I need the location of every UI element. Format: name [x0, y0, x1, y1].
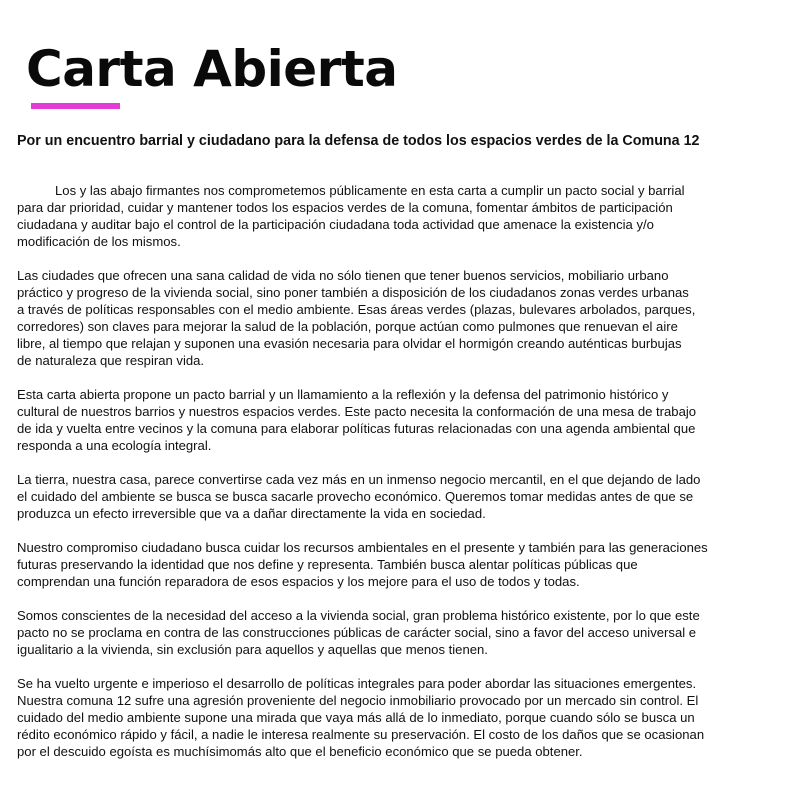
paragraph: [17, 386, 792, 454]
paragraph-line: rédito económico rápido y fácil, a nadie le interesa realmente su preservación. El costo de los daños que se ocasionan: [17, 727, 705, 742]
paragraph-line: Nuestra comuna 12 sufre una agresión proveniente del negocio inmobiliario provocado por un mercado sin control. El: [17, 693, 699, 708]
page-title: Carta Abierta: [26, 40, 398, 98]
paragraph-line: Esta carta abierta propone un pacto barrial y un llamamiento a la reflexión y la defensa del patrimonio histórico y: [17, 387, 669, 402]
paragraph: [17, 539, 792, 590]
paragraph: [17, 675, 792, 760]
paragraph: [17, 267, 792, 369]
paragraph-line: cuidado del medio ambiente supone una mirada que vaya más allá de lo inmediato, porque cuando sólo se busca un: [17, 710, 695, 725]
paragraph-line: responda a una ecología integral.: [17, 438, 212, 453]
paragraph-line: corredores) son claves para mejorar la salud de la población, porque actúan como pulmones que renuevan el aire: [17, 319, 678, 334]
paragraph: [17, 182, 792, 250]
paragraph-line: Somos conscientes de la necesidad del acceso a la vivienda social, gran problema histórico existente, por lo que este: [17, 608, 700, 623]
paragraph-line: Nuestro compromiso ciudadano busca cuidar los recursos ambientales en el presente y también para las generaciones: [17, 540, 708, 555]
paragraph-line: Las ciudades que ofrecen una sana calidad de vida no sólo tienen que tener buenos servicios, mobiliario urbano: [17, 268, 669, 283]
paragraph-line: comprendan una función reparadora de esos espacios y los mejore para el uso de todos y todas.: [17, 574, 580, 589]
letter-body: [17, 182, 792, 777]
paragraph-line: pacto no se proclama en contra de las construcciones públicas de carácter social, sino a favor del acceso universal e: [17, 625, 697, 640]
paragraph-line: La tierra, nuestra casa, parece convertirse cada vez más en un inmenso negocio mercantil, en el que dejando de lado: [17, 472, 701, 487]
paragraph: [17, 471, 792, 522]
paragraph-line: de ida y vuelta entre vecinos y la comuna para elaborar políticas futuras relacionadas con una agenda ambiental que: [17, 421, 696, 436]
paragraph-line: de naturaleza que respiran vida.: [17, 353, 205, 368]
paragraph-line: por el descuido egoísta es muchísimomás alto que el beneficio económico que se pueda obtener.: [17, 744, 583, 759]
title-accent-bar: [31, 103, 120, 109]
paragraph-line: produzca un efecto irreversible que va a dañar directamente la vida en sociedad.: [17, 506, 486, 521]
paragraph-line: libre, al tiempo que relajan y suponen una evasión necesaria para olvidar el hormigón creando auténticas burbujas: [17, 336, 682, 351]
paragraph-line: cultural de nuestros barrios y nuestros espacios verdes. Este pacto necesita la conformación de una mesa de trabajo: [17, 404, 697, 419]
paragraph-line: futuras preservando la identidad que nos define y representa. También busca alentar políticas públicas que: [17, 557, 638, 572]
paragraph-line: ciudadana y auditar bajo el control de la participación ciudadana toda actividad que amenace la existencia y/o: [17, 217, 654, 232]
paragraph-line: a través de políticas responsables con el medio ambiente. Esas áreas verdes (plazas, bulevares arbolados, parques,: [17, 302, 696, 317]
letter-subtitle: Por un encuentro barrial y ciudadano para la defensa de todos los espacios verdes de la Comuna 12: [17, 133, 700, 149]
paragraph-line: práctico y progreso de la vivienda social, sino poner también a disposición de los ciudadanos zonas verdes urbanas: [17, 285, 689, 300]
paragraph-line: el cuidado del ambiente se busca se busca sacarle provecho económico. Queremos tomar medidas antes de que se: [17, 489, 694, 504]
paragraph-line: Se ha vuelto urgente e imperioso el desarrollo de políticas integrales para poder abordar las situaciones emergentes.: [17, 676, 697, 691]
paragraph: [17, 607, 792, 658]
paragraph-line: para dar prioridad, cuidar y mantener todos los espacios verdes de la comuna, fomentar ámbitos de participación: [17, 200, 673, 215]
paragraph-line: Los y las abajo firmantes nos comprometemos públicamente en esta carta a cumplir un pacto social y barrial: [55, 183, 685, 198]
paragraph-line: modificación de los mismos.: [17, 234, 181, 249]
paragraph-line: igualitario a la vivienda, sin exclusión para aquellos y aquellas que menos tienen.: [17, 642, 488, 657]
